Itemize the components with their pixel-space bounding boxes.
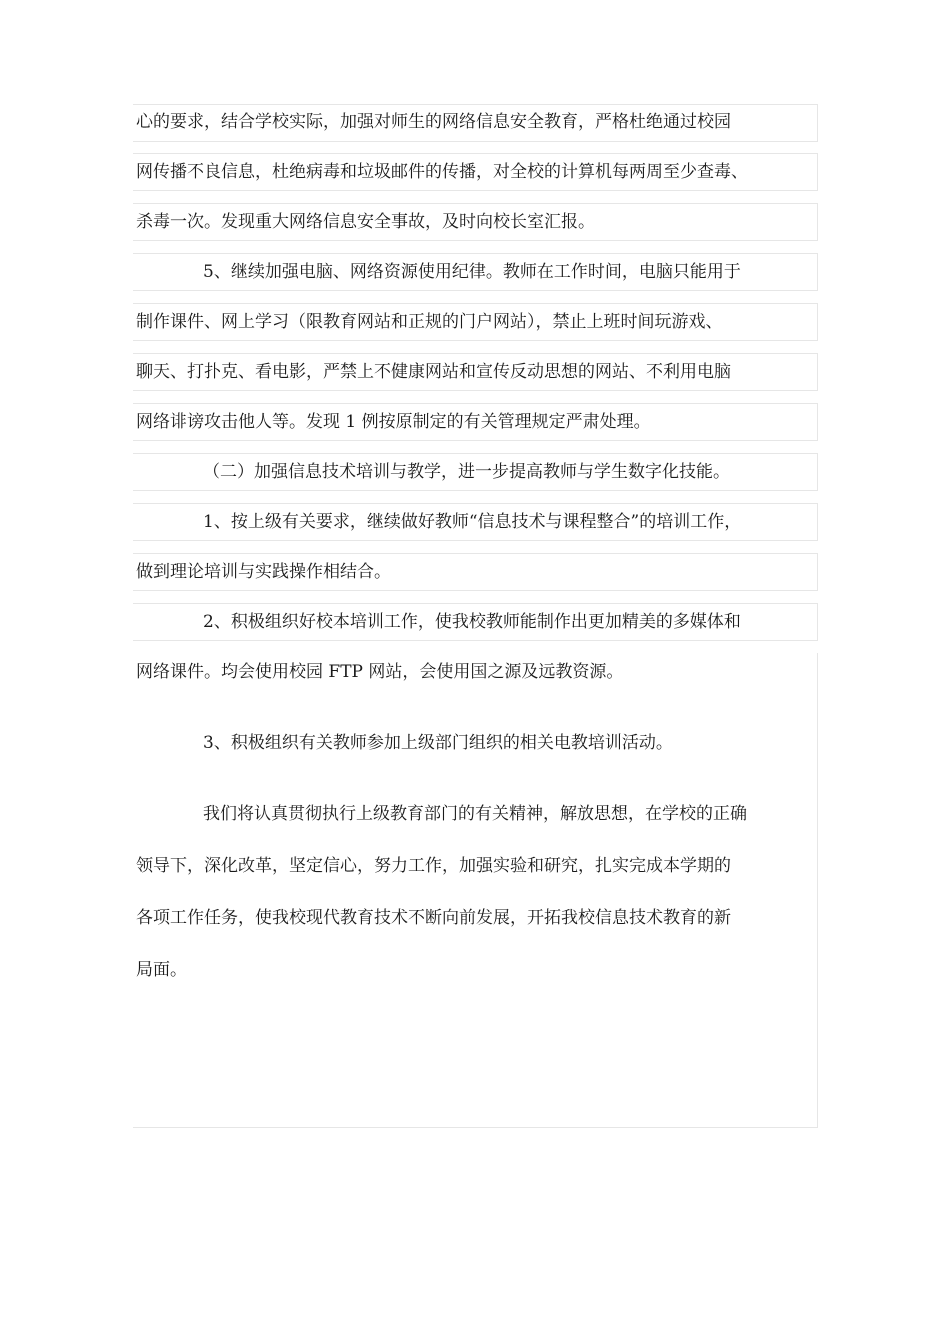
- paragraph-line: 网传播不良信息，杜绝病毒和垃圾邮件的传播，对全校的计算机每两周至少查毒、: [136, 162, 748, 182]
- paragraph-line: 1、按上级有关要求，继续做好教师“信息技术与课程整合”的培训工作，: [203, 512, 742, 532]
- paragraph-line: 5、继续加强电脑、网络资源使用纪律。教师在工作时间，电脑只能用于: [203, 262, 741, 282]
- paragraph-line: 聊天、打扑克、看电影，严禁上不健康网站和宣传反动思想的网站、不利用电脑: [136, 362, 731, 382]
- cell-frame: [133, 653, 818, 1128]
- paragraph-line: 各项工作任务，使我校现代教育技术不断向前发展，开拓我校信息技术教育的新: [136, 908, 731, 928]
- paragraph-line: 制作课件、网上学习（限教育网站和正规的门户网站），禁止上班时间玩游戏、: [136, 312, 723, 332]
- paragraph-line: 我们将认真贯彻执行上级教育部门的有关精神，解放思想，在学校的正确: [203, 804, 747, 824]
- paragraph-line: 杀毒一次。发现重大网络信息安全事故，及时向校长室汇报。: [136, 212, 595, 232]
- paragraph-line: 2、积极组织好校本培训工作，使我校教师能制作出更加精美的多媒体和: [203, 612, 741, 632]
- section-heading: （二）加强信息技术培训与教学，进一步提高教师与学生数字化技能。: [203, 462, 730, 482]
- paragraph-line: 网络课件。均会使用校园 FTP 网站，会使用国之源及远教资源。: [136, 662, 624, 682]
- paragraph-line: 心的要求，结合学校实际，加强对师生的网络信息安全教育，严格杜绝通过校园: [136, 112, 731, 132]
- paragraph-line: 局面。: [136, 960, 187, 980]
- paragraph-line: 网络诽谤攻击他人等。发现 1 例按原制定的有关管理规定严肃处理。: [136, 412, 651, 432]
- paragraph-line: 领导下，深化改革，坚定信心，努力工作，加强实验和研究，扎实完成本学期的: [136, 856, 731, 876]
- paragraph-line: 3、积极组织有关教师参加上级部门组织的相关电教培训活动。: [203, 733, 673, 753]
- paragraph-line: 做到理论培训与实践操作相结合。: [136, 562, 391, 582]
